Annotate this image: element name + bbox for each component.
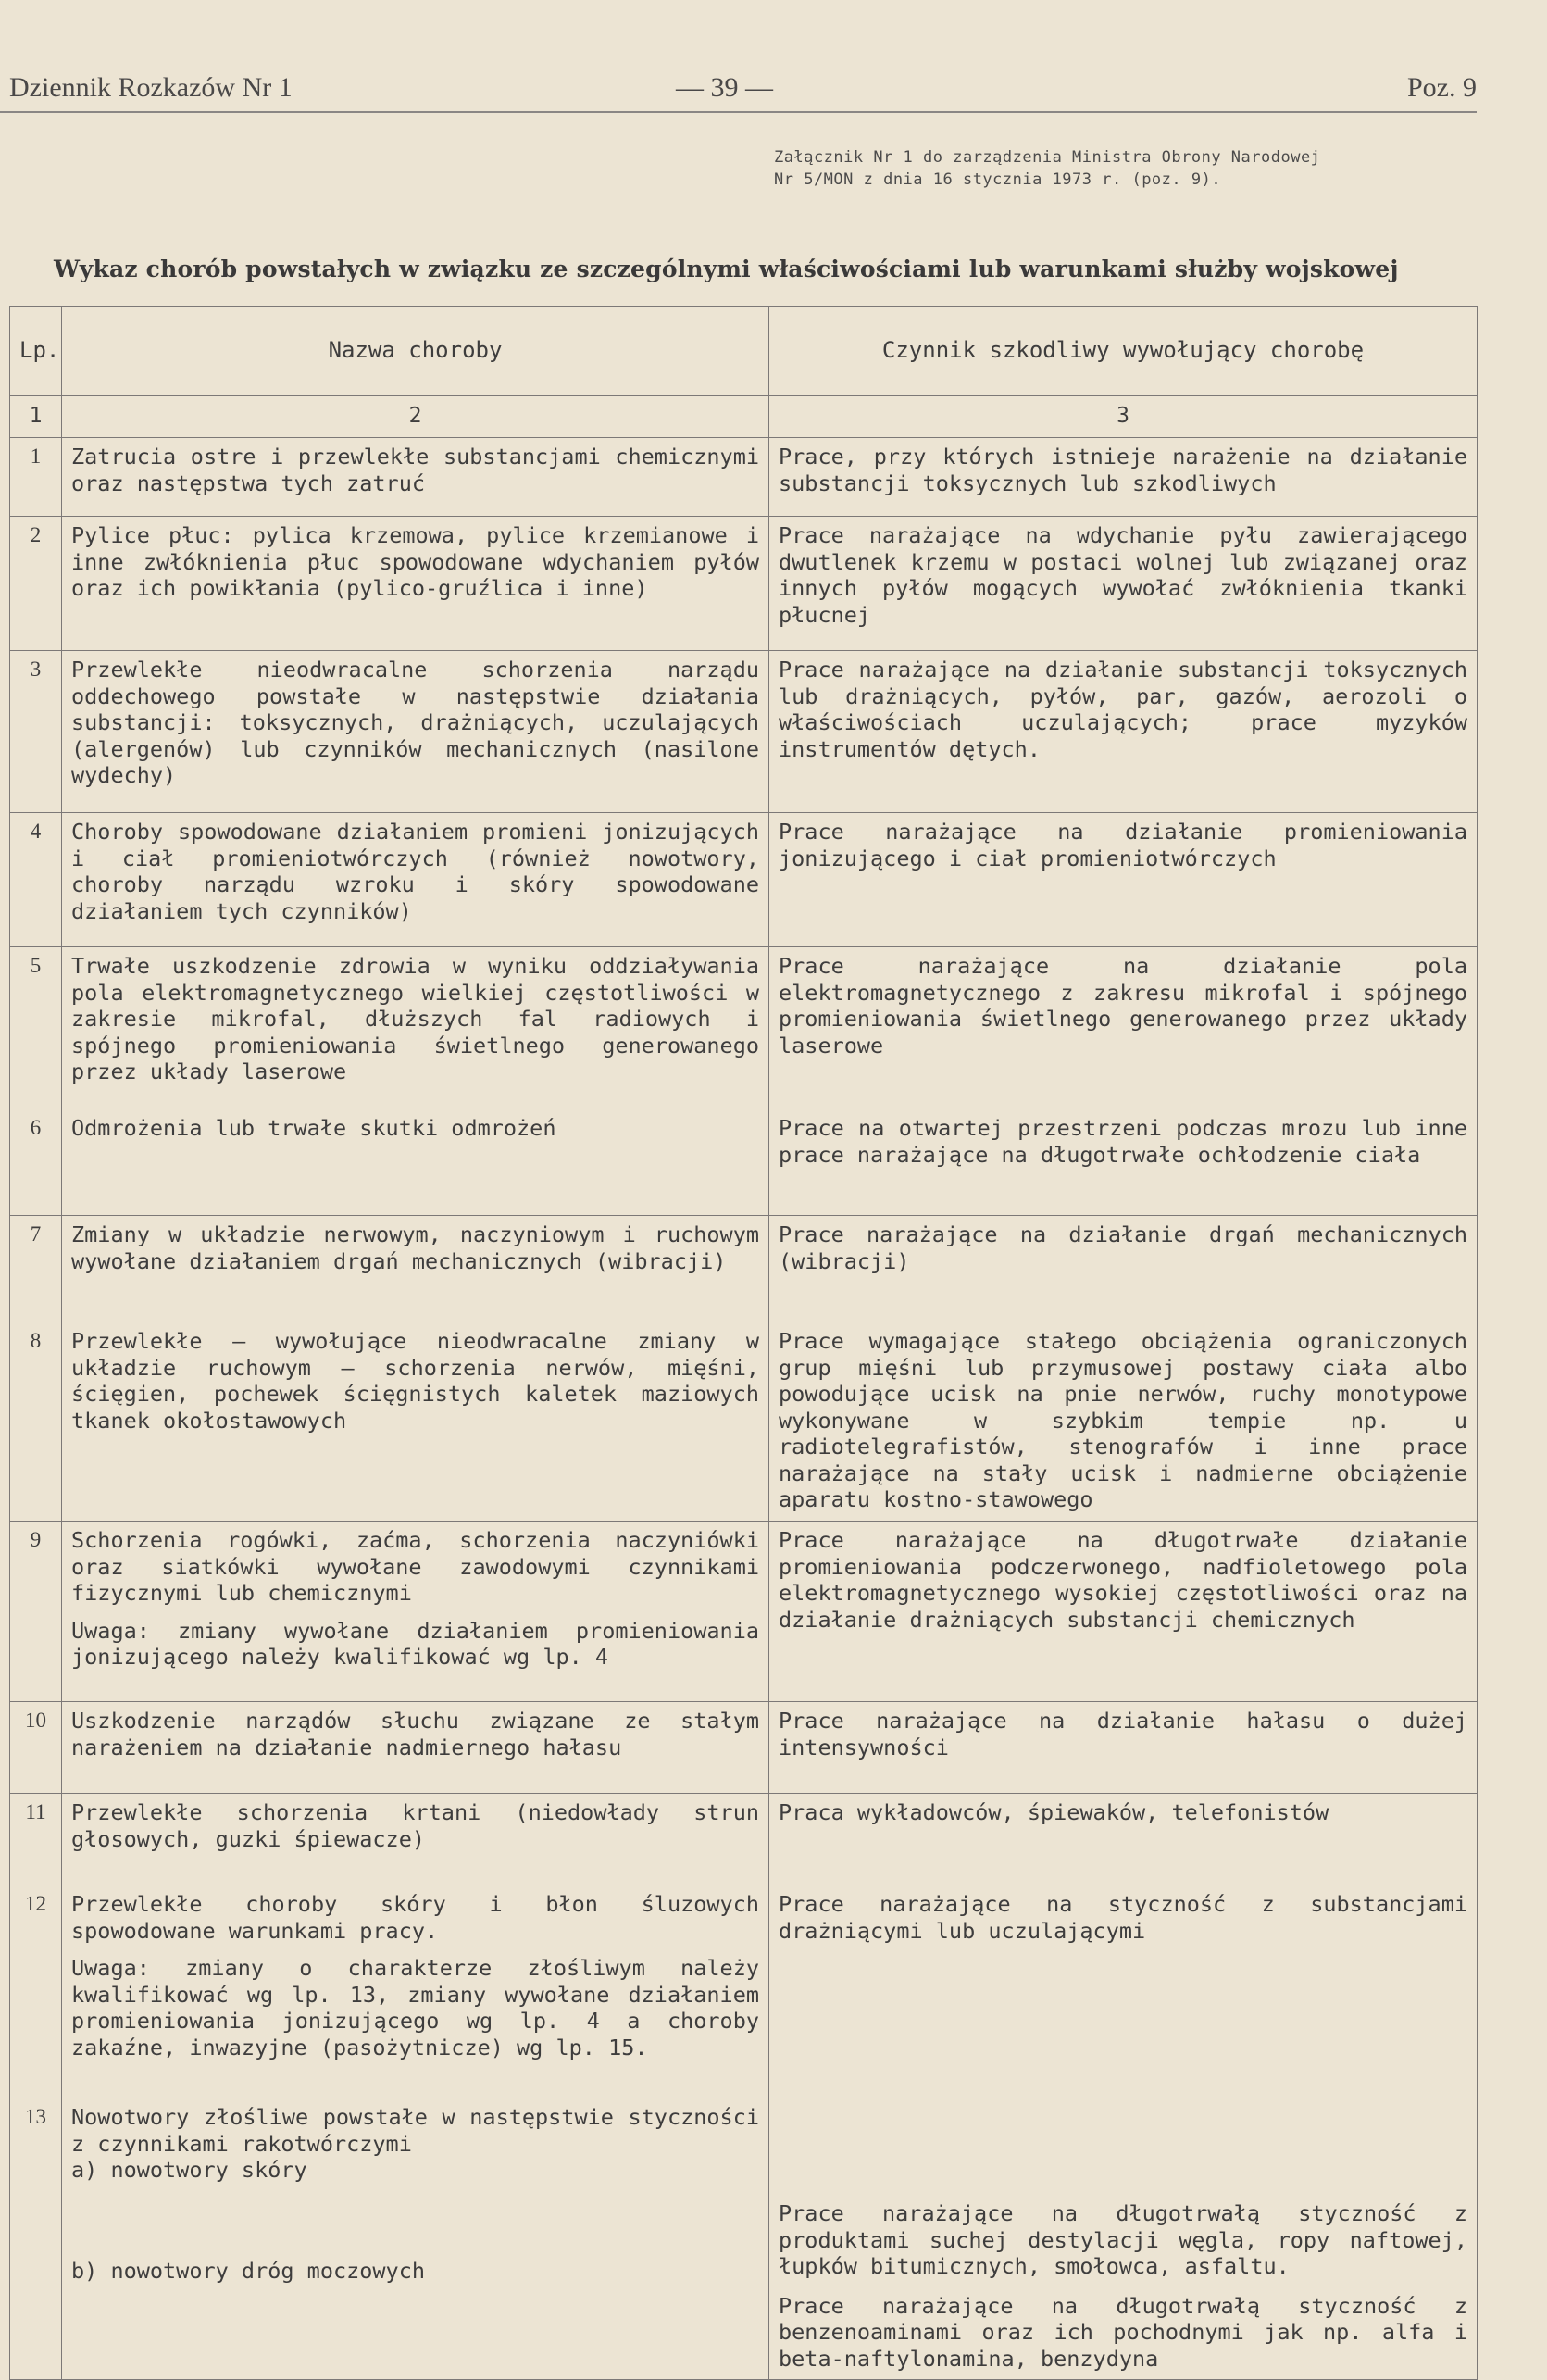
table-row [10,1522,1478,1702]
harmful-factor: Prace narażające na długotrwałe działanie promieniowania podczerwonego, nadfioletowego pola elektromagnetycznego wysokiej częstotliwości oraz na działanie drażniących substancji chemicznych [779,1527,1467,1633]
row-number: 6 [10,1109,62,1216]
table-header-row [10,307,1478,396]
harmful-factor: Prace narażające na działanie hałasu o dużej intensywności [779,1708,1467,1760]
journal-title: Dziennik Rozkazów Nr 1 [9,72,293,103]
disease-name: Odmrożenia lub trwałe skutki odmrożeń [71,1115,556,1141]
position-number: Poz. 9 [1407,72,1477,103]
table-row [10,1794,1478,1885]
row-number: 4 [10,813,62,947]
disease-name: Schorzenia rogówki, zaćma, schorzenia naczyniówki oraz siatkówki wywołane zawodowymi czynnikami fizycznymi lub chemicznymi [71,1527,759,1606]
table-row [10,1885,1478,2098]
table-row [10,1322,1478,1522]
table-row [10,2098,1478,2380]
harmful-factor: Prace na otwartej przestrzeni podczas mrozu lub inne prace narażające na długotrwałe ochłodzenie ciała [779,1115,1467,1168]
disease-name: Przewlekłe — wywołujące nieodwracalne zmiany w układzie ruchowym — schorzenia nerwów, mięśni, ścięgien, pochewek ścięgnistych kaletek maziowych tkanek okołostawowych [71,1328,759,1434]
column-number: 1 [10,396,62,438]
row-number: 10 [10,1702,62,1794]
harmful-factor: Prace narażające na działanie drgań mechanicznych (wibracji) [779,1221,1467,1274]
row-number: 7 [10,1216,62,1322]
disease-note: Uwaga: zmiany wywołane działaniem promieniowania jonizującego należy kwalifikować wg lp. 4 [71,1617,759,1670]
harmful-factor: Prace wymagające stałego obciążenia ograniczonych grup mięśni lub przymusowej postawy ciała albo powodujące ucisk na pnie nerwów, ruchy monotypowe wykonywane w szybkim tempie np. u radiotelegrafistów, stenografów i inne prace narażające na stały ucisk i nadmierne obciążenie aparatu kostno-stawowego [779,1328,1467,1512]
column-number: 3 [769,396,1478,438]
table-row [10,517,1478,651]
disease-name: Pylice płuc: pylica krzemowa, pylice krzemianowe i inne zwłóknienia płuc spowodowane wdychaniem pyłów oraz ich powikłania (pylico-gruźlica i inne) [71,522,759,601]
disease-name: Zatrucia ostre i przewlekłe substancjami chemicznymi oraz następstwa tych zatruć [71,444,759,496]
row-number: 11 [10,1794,62,1885]
table-row [10,1109,1478,1216]
row-number: 8 [10,1322,62,1522]
column-number: 2 [62,396,769,438]
disease-subitem-a: a) nowotwory skóry [71,2157,307,2183]
harmful-factor: Prace narażające na działanie pola elektromagnetycznego z zakresu mikrofal i spójnego promieniowania świetlnego generowanego przez układy laserowe [779,953,1467,1058]
header-lp: Lp. [10,307,62,396]
disease-name: Przewlekłe schorzenia krtani (niedowłady strun głosowych, guzki śpiewacze) [71,1799,759,1852]
disease-name: Przewlekłe choroby skóry i błon śluzowych spowodowane warunkami pracy. [71,1891,759,1944]
disease-subitem-b: b) nowotwory dróg moczowych [71,2257,426,2284]
harmful-factor: Prace, przy których istnieje narażenie na działanie substancji toksycznych lub szkodliwych [779,444,1467,496]
disease-note: Uwaga: zmiany o charakterze złośliwym należy kwalifikować wg lp. 13, zmiany wywołane działaniem promieniowania jonizującego wg lp. 4 a choroby zakaźne, inwazyjne (pasożytnicze) wg lp. 15. [71,1955,759,2061]
column-number-row [10,396,1478,438]
disease-name: Nowotwory złośliwe powstałe w następstwie styczności z czynnikami rakotwórczymi [71,2104,759,2157]
harmful-factor: Prace narażające na wdychanie pyłu zawierającego dwutlenek krzemu w postaci wolnej lub związanej oraz innych pyłów mogących wywołać zwłóknienia tkanki płucnej [779,522,1467,628]
disease-name: Zmiany w układzie nerwowym, naczyniowym i ruchowym wywołane działaniem drgań mechanicznych (wibracji) [71,1221,759,1274]
disease-name: Przewlekłe nieodwracalne schorzenia narządu oddechowego powstałe w następstwie działania substancji: toksycznych, drażniących, uczulających (alergenów) lub czynników mechanicznych (nasilone wydechy) [71,657,759,788]
harmful-factor-b: Prace narażające na długotrwałą styczność z benzenoaminami oraz ich pochodnymi jak np. alfa i beta-naftylonamina, benzydyna [779,2292,1467,2372]
table-row [10,813,1478,947]
row-number: 12 [10,1885,62,2098]
row-number: 5 [10,947,62,1109]
attachment-note [774,146,1478,191]
row-number: 2 [10,517,62,651]
diseases-table [9,306,1478,2380]
header-disease-name: Nazwa choroby [62,307,769,396]
row-number: 9 [10,1522,62,1702]
table-row [10,1702,1478,1794]
disease-name: Uszkodzenie narządów słuchu związane ze stałym narażeniem na działanie nadmiernego hałasu [71,1708,759,1760]
harmful-factor: Prace narażające na styczność z substancjami drażniącymi lub uczulającymi [779,1891,1467,1944]
disease-name: Choroby spowodowane działaniem promieni jonizujących i ciał promieniotwórczych (również nowotwory, choroby narządu wzroku i skóry spowodowane działaniem tych czynników) [71,819,759,924]
document-title: Wykaz chorób powstałych w związku ze szczególnymi właściwościami lub warunkami służby wojskowej [54,256,1399,282]
row-number: 1 [10,438,62,517]
header-harmful-factor: Czynnik szkodliwy wywołujący chorobę [769,307,1478,396]
table-row [10,947,1478,1109]
row-number: 3 [10,651,62,813]
table-row [10,438,1478,517]
harmful-factor: Prace narażające na działanie substancji toksycznych lub drażniących, pyłów, par, gazów, aerozoli o właściwościach uczulających; prace myzyków instrumentów dętych. [779,657,1467,762]
harmful-factor-a: Prace narażające na długotrwałą styczność z produktami suchej destylacji węgla, ropy naftowej, łupków bitumicznych, smołowca, asfaltu. [779,2200,1467,2279]
table-row [10,1216,1478,1322]
attachment-line: Nr 5/MON z dnia 16 stycznia 1973 r. (poz. 9). [774,170,1222,189]
disease-name: Trwałe uszkodzenie zdrowia w wyniku oddziaływania pola elektromagnetycznego wielkiej częstotliwości w zakresie mikrofal, dłuższych fal radiowych i spójnego promieniowania świetlnego generowanego przez układy laserowe [71,953,759,1084]
harmful-factor: Praca wykładowców, śpiewaków, telefonistów [779,1799,1329,1825]
harmful-factor: Prace narażające na działanie promieniowania jonizującego i ciał promieniotwórczych [779,819,1467,871]
attachment-line: Załącznik Nr 1 do zarządzenia Ministra Obrony Narodowej [774,148,1321,167]
table-row [10,651,1478,813]
page-number: — 39 — [676,72,773,103]
row-number: 13 [10,2098,62,2380]
header-rule [0,111,1477,113]
